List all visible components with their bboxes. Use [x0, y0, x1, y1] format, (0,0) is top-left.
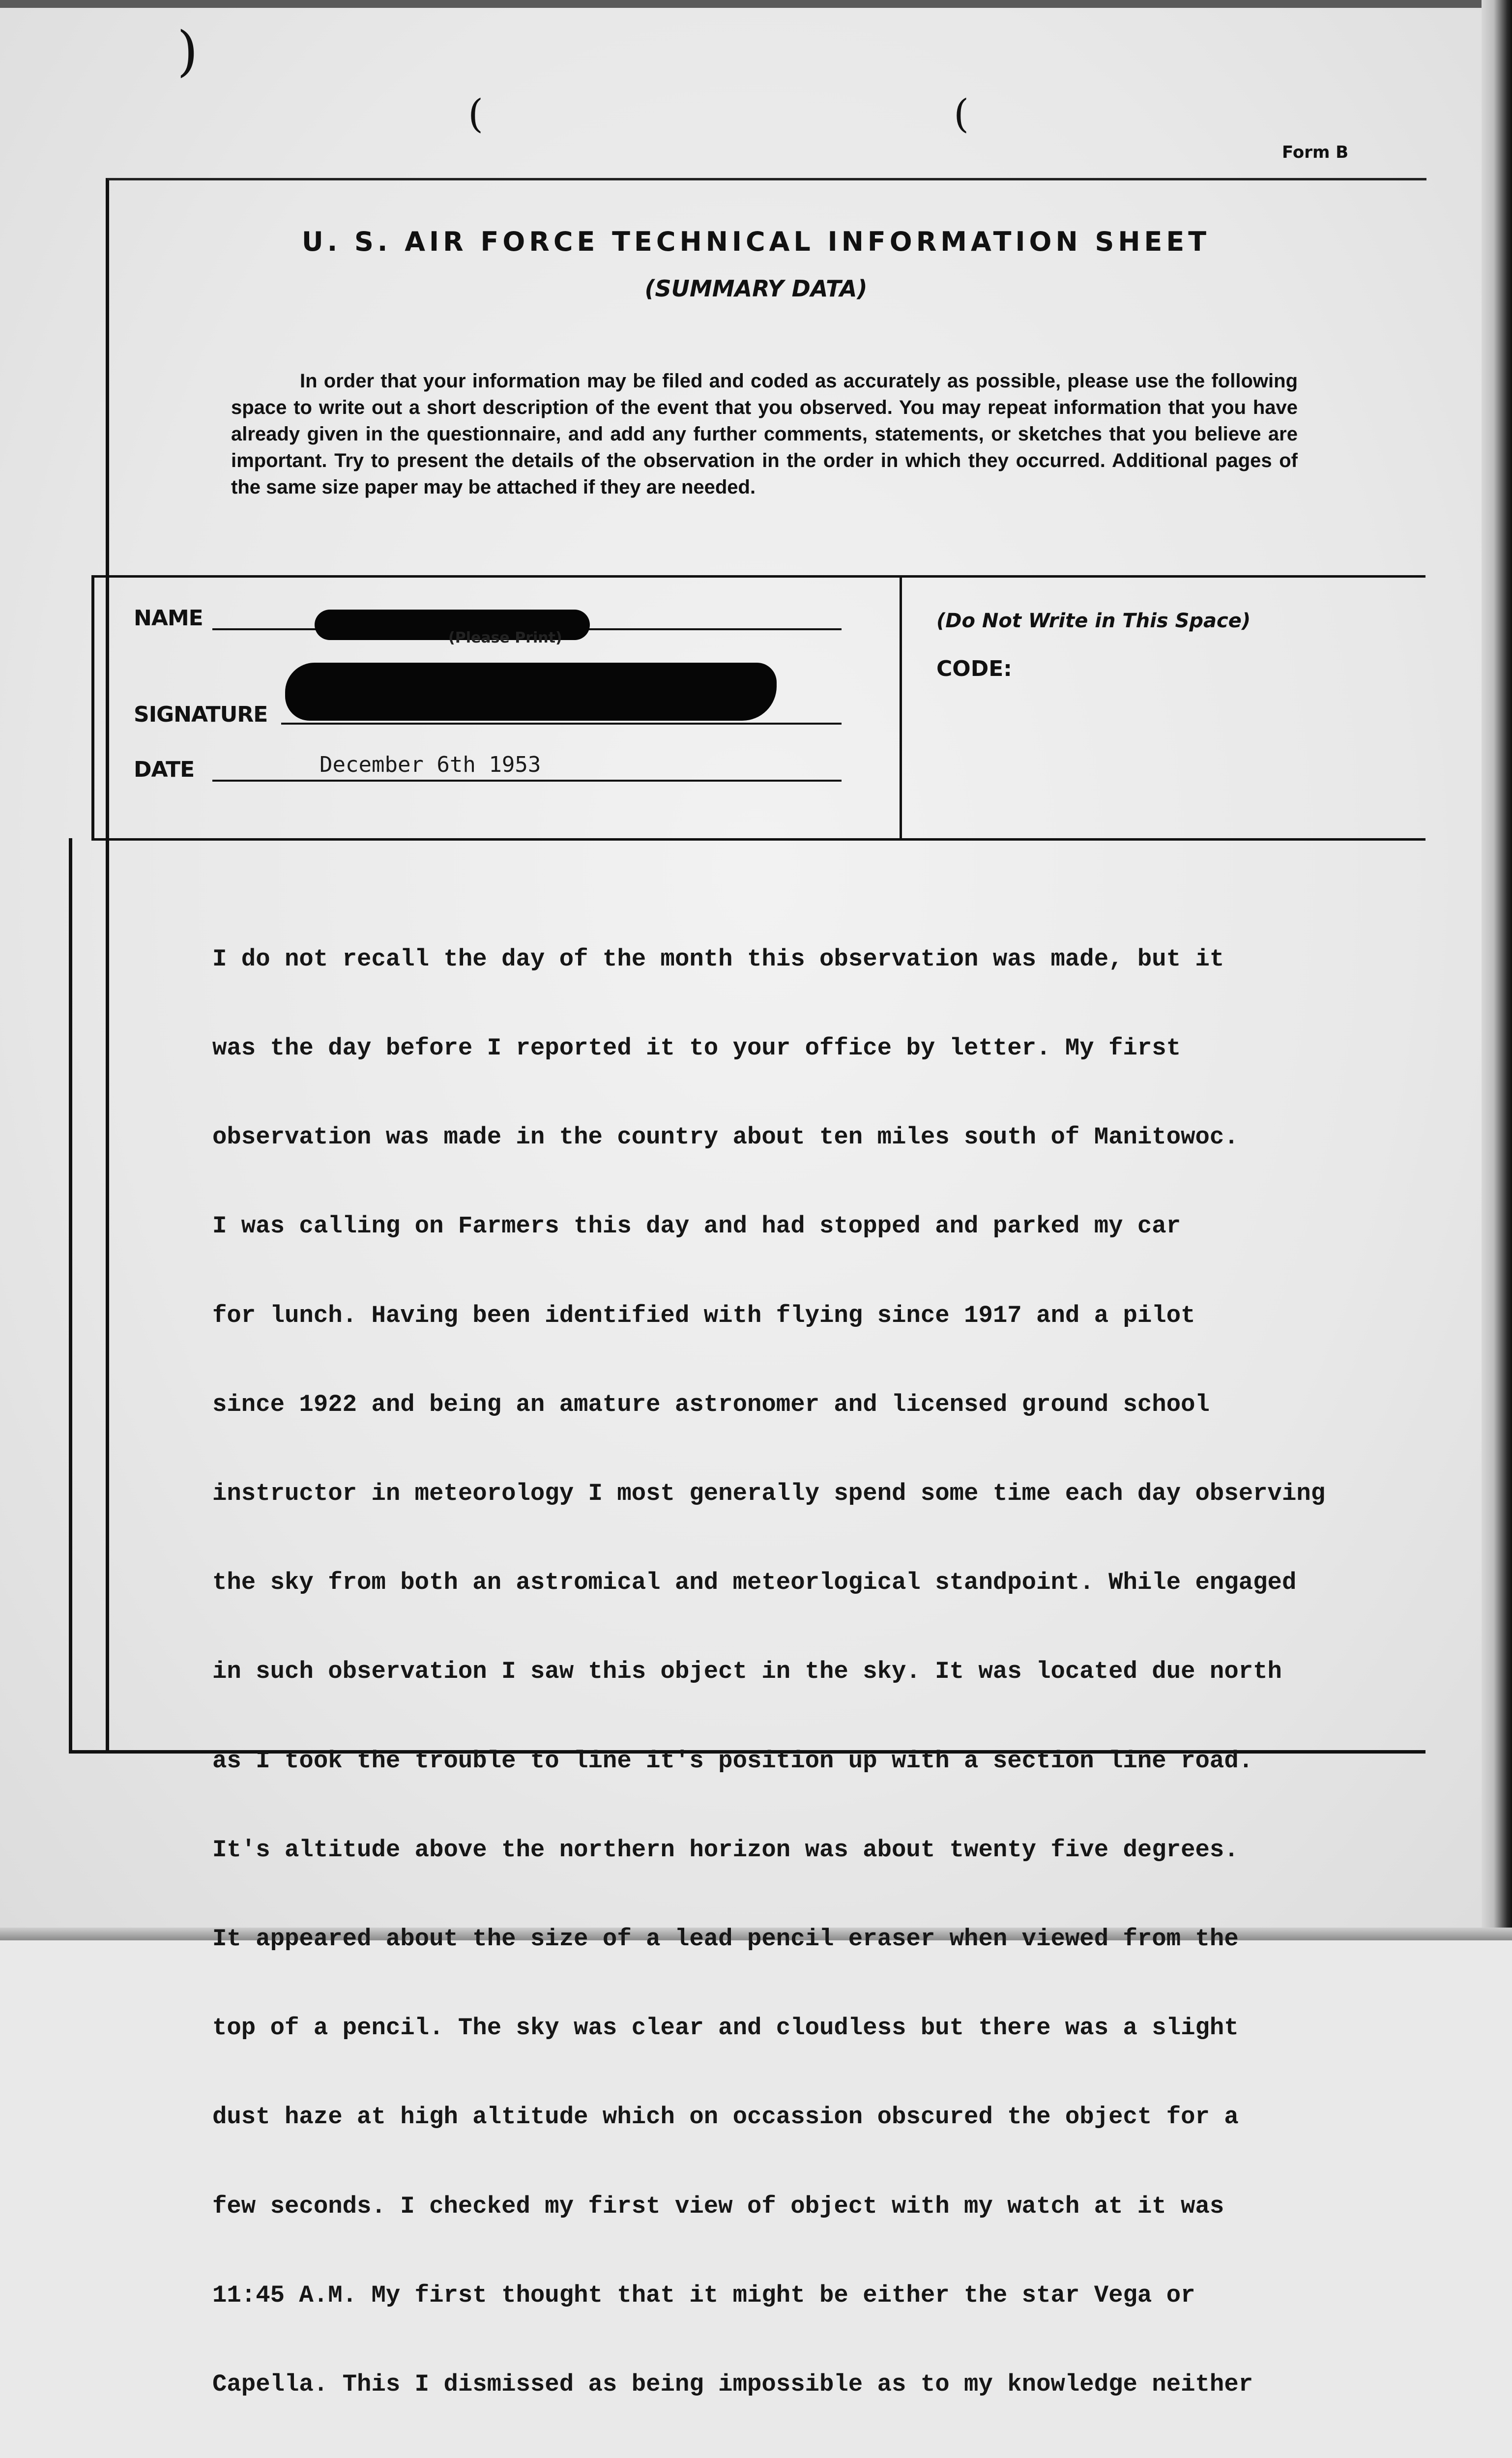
narrative-line: few seconds. I checked my first view of object with my watch at it was — [212, 2192, 1224, 2220]
narrative-line: since 1922 and being an amature astronomer and licensed ground school — [212, 1390, 1210, 1418]
office-use-note: (Do Not Write in This Space) — [936, 610, 1251, 632]
section-divider — [93, 575, 1425, 578]
signature-label: SIGNATURE — [134, 702, 268, 727]
please-print-note: (Please Print) — [448, 629, 562, 646]
scan-edge-top — [0, 0, 1512, 8]
section-divider — [91, 575, 94, 841]
pen-mark: ( — [468, 91, 484, 137]
form-frame-left — [69, 838, 72, 1753]
narrative-line: as I took the trouble to line it's position up with a section line road. — [212, 1747, 1253, 1775]
form-label: Form B — [1282, 143, 1349, 162]
narrative-line: observation was made in the country about ten miles south of Manitowoc. — [212, 1123, 1239, 1151]
date-value: December 6th 1953 — [320, 752, 541, 777]
form-title: U. S. AIR FORCE TECHNICAL INFORMATION SHEET — [301, 226, 1211, 257]
narrative-line: was the day before I reported it to your office by letter. My first — [212, 1034, 1181, 1062]
section-divider — [93, 838, 1425, 841]
narrative-line: instructor in meteorology I most generally spend some time each day observing — [212, 1480, 1326, 1508]
form-subtitle: (SUMMARY DATA) — [644, 275, 868, 302]
narrative-line: It's altitude above the northern horizon was about twenty five degrees. — [212, 1836, 1239, 1864]
narrative-line: It appeared about the size of a lead pencil eraser when viewed from the — [212, 1925, 1239, 1953]
pen-mark: ) — [177, 20, 198, 83]
date-line — [212, 780, 842, 782]
instructions-paragraph: In order that your information may be filed and coded as accurately as possible, please use the following space to write out a short description of the event that you observed. You may repeat information that you have already given in the questionnaire, and add any further comments, statements, or sketches that you believe are important. Try to present the details of the observation in the order in which they occurred. Additional pages of the same size paper may be attached if they are needed. — [231, 370, 1298, 498]
narrative-line: 11:45 A.M. My first thought that it might be either the star Vega or — [212, 2281, 1195, 2309]
name-label: NAME — [134, 606, 203, 631]
narrative-line: in such observation I saw this object in the sky. It was located due north — [212, 1658, 1282, 1686]
narrative-line: for lunch. Having been identified with flying since 1917 and a pilot — [212, 1301, 1195, 1329]
section-divider — [900, 576, 902, 839]
narrative-line: the sky from both an astromical and meteorlogical standpoint. While engaged — [212, 1569, 1297, 1597]
narrative-line: top of a pencil. The sky was clear and cloudless but there was a slight — [212, 2014, 1239, 2042]
narrative-line: I do not recall the day of the month this observation was made, but it — [212, 945, 1224, 973]
redaction-bar — [285, 663, 777, 721]
narrative-line: I was calling on Farmers this day and had stopped and parked my car — [212, 1212, 1181, 1240]
signature-line — [281, 723, 842, 725]
narrative-line: Capella. This I dismissed as being impossible as to my knowledge neither — [212, 2370, 1253, 2399]
code-label: CODE: — [936, 656, 1012, 681]
pen-mark: ( — [954, 91, 969, 137]
typed-narrative — [212, 885, 1412, 2458]
date-label: DATE — [134, 757, 195, 782]
narrative-line: dust haze at high altitude which on occassion obscured the object for a — [212, 2103, 1239, 2131]
